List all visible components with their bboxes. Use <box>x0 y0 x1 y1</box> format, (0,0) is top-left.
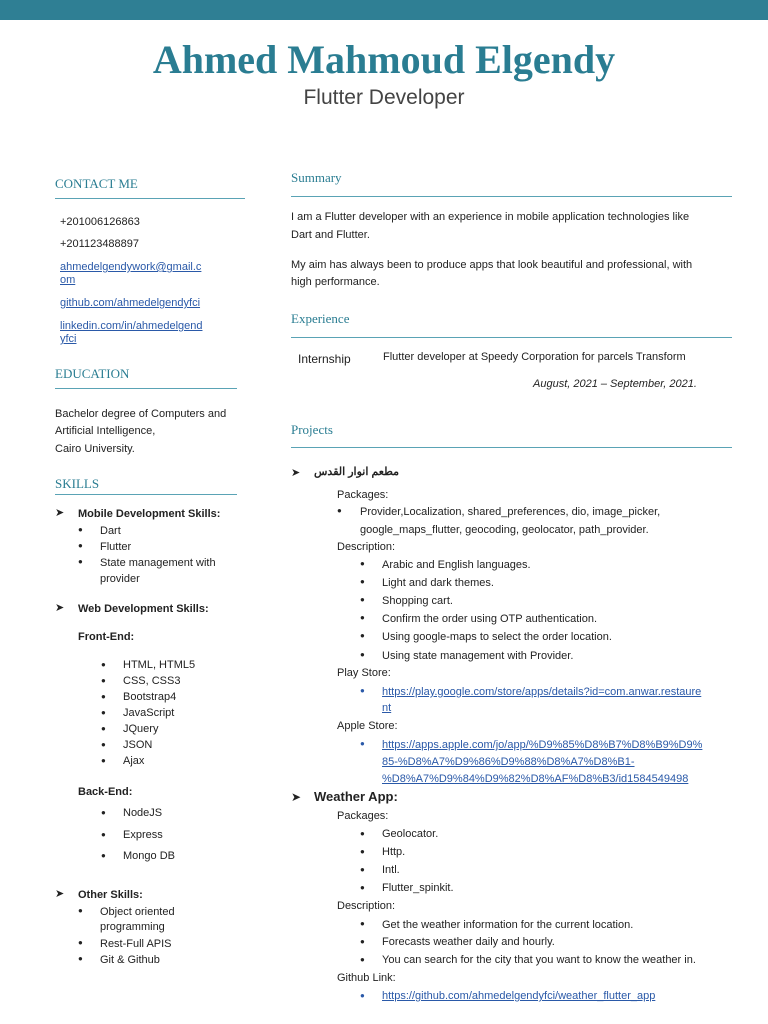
play-store-link-line1[interactable]: https://play.google.com/store/apps/details?id=com.anwar.restaure <box>382 686 702 698</box>
education-heading: EDUCATION <box>55 366 130 381</box>
bullet-icon: ● <box>360 937 365 946</box>
education-line1: Bachelor degree of Computers and <box>55 408 227 420</box>
bullet-icon: ● <box>360 847 365 856</box>
phone-1: +201006126863 <box>60 216 140 228</box>
bullet-icon: ● <box>101 660 106 669</box>
project-2-title: Weather App: <box>314 789 398 804</box>
apple-store-link-line2[interactable]: 85-%D8%A7%D9%86%D9%88%D8%A7%D8%B1- <box>382 756 635 768</box>
arrow-bullet-icon: ➤ <box>291 467 301 479</box>
bullet-icon: ● <box>101 830 106 839</box>
skills-heading: SKILLS <box>55 476 100 491</box>
experience-heading: Experience <box>291 311 350 326</box>
arrow-bullet-icon: ➤ <box>55 602 65 614</box>
bullet-icon: ● <box>360 595 365 604</box>
bullet-icon: ● <box>101 756 106 765</box>
other-skill-item-continued: programming <box>100 921 165 933</box>
web-skills-title: Web Development Skills: <box>78 603 209 615</box>
education-rule <box>55 388 237 389</box>
backend-title: Back-End: <box>78 786 133 798</box>
bullet-icon: ● <box>360 991 365 1000</box>
summary-p2-line1: My aim has always been to produce apps that look beautiful and professional, with <box>291 259 693 271</box>
bullet-icon: ● <box>360 613 365 622</box>
bullet-icon: ● <box>101 851 106 860</box>
github-link[interactable]: github.com/ahmedelgendyfci <box>60 297 201 309</box>
github-link-label: Github Link: <box>337 972 396 984</box>
arrow-bullet-icon: ➤ <box>55 888 65 900</box>
project-2-description-item: Forecasts weather daily and hourly. <box>382 936 555 948</box>
experience-rule <box>291 337 732 338</box>
project-2-description-item: Get the weather information for the current location. <box>382 919 634 931</box>
bullet-icon: ● <box>101 724 106 733</box>
project-1-description-item: Light and dark themes. <box>382 577 494 589</box>
summary-p1-line1: I am a Flutter developer with an experience in mobile application technologies like <box>291 211 690 223</box>
project-2-package-item: Http. <box>382 846 406 858</box>
apple-store-link-line3[interactable]: %D8%A7%D9%84%D9%82%D8%AF%D8%B3/id1584549498 <box>382 773 689 785</box>
education-line2: Artificial Intelligence, <box>55 425 156 437</box>
mobile-skill-item-continued: provider <box>100 573 140 585</box>
bullet-icon: ● <box>360 631 365 640</box>
project-1-description-item: Using google-maps to select the order location. <box>382 631 612 643</box>
bullet-icon: ● <box>78 557 83 566</box>
project-1-packages-line1: Provider,Localization, shared_preferences, dio, image_picker, <box>360 506 661 518</box>
bullet-icon: ● <box>360 919 365 928</box>
project-1-description-item: Confirm the order using OTP authentication. <box>382 613 598 625</box>
project-1-description-label: Description: <box>337 541 396 553</box>
education-line3: Cairo University. <box>55 443 135 455</box>
frontend-item: Bootstrap4 <box>123 691 177 703</box>
play-store-link-line2[interactable]: nt <box>382 702 392 714</box>
linkedin-link-line1[interactable]: linkedin.com/in/ahmedelgend <box>60 320 203 332</box>
project-1-packages-label: Packages: <box>337 489 389 501</box>
bullet-icon: ● <box>360 650 365 659</box>
frontend-item: HTML, HTML5 <box>123 659 196 671</box>
bullet-icon: ● <box>78 954 83 963</box>
summary-p2-line2: high performance. <box>291 276 380 288</box>
bullet-icon: ● <box>360 883 365 892</box>
skills-rule <box>55 494 237 495</box>
project-1-description-item: Using state management with Provider. <box>382 650 574 662</box>
bullet-icon: ● <box>360 865 365 874</box>
bullet-icon: ● <box>101 676 106 685</box>
summary-heading: Summary <box>291 170 342 185</box>
project-2-description-item: You can search for the city that you want to know the weather in. <box>382 954 696 966</box>
email-link-line2[interactable]: om <box>60 274 76 286</box>
apple-store-link-line1[interactable]: https://apps.apple.com/jo/app/%D9%85%D8%B7%D8%B9%D9% <box>382 739 703 751</box>
bullet-icon: ● <box>101 692 106 701</box>
experience-dates: August, 2021 – September, 2021. <box>533 378 697 390</box>
frontend-item: JSON <box>123 739 153 751</box>
play-store-label: Play Store: <box>337 667 391 679</box>
frontend-title: Front-End: <box>78 631 135 643</box>
mobile-skill-item: State management with <box>100 557 216 569</box>
bullet-icon: ● <box>101 740 106 749</box>
project-1-description-item: Arabic and English languages. <box>382 559 531 571</box>
linkedin-link-line2[interactable]: yfci <box>60 333 77 345</box>
backend-item: Mongo DB <box>123 850 175 862</box>
backend-item: NodeJS <box>123 807 163 819</box>
email-link-line1[interactable]: ahmedelgendywork@gmail.c <box>60 261 202 273</box>
backend-item: Express <box>123 829 163 841</box>
frontend-item: JQuery <box>123 723 159 735</box>
project-2-packages-label: Packages: <box>337 810 389 822</box>
experience-type: Internship <box>298 352 351 366</box>
mobile-skill-item: Dart <box>100 525 121 537</box>
frontend-item: JavaScript <box>123 707 175 719</box>
summary-rule <box>291 196 732 197</box>
apple-store-label: Apple Store: <box>337 720 398 732</box>
projects-rule <box>291 447 732 448</box>
bullet-icon: ● <box>78 938 83 947</box>
bullet-icon: ● <box>101 708 106 717</box>
project-2-package-item: Flutter_spinkit. <box>382 882 454 894</box>
mobile-skill-item: Flutter <box>100 541 132 553</box>
projects-heading: Projects <box>291 422 333 437</box>
bullet-icon: ● <box>337 506 342 515</box>
person-name: Ahmed Mahmoud Elgendy <box>152 37 616 82</box>
project-1-description-item: Shopping cart. <box>382 595 453 607</box>
bullet-icon: ● <box>101 808 106 817</box>
other-skill-item: Rest-Full APIS <box>100 938 172 950</box>
mobile-skills-title: Mobile Development Skills: <box>78 508 221 520</box>
bullet-icon: ● <box>78 541 83 550</box>
top-accent-bar <box>0 0 768 20</box>
bullet-icon: ● <box>78 906 83 915</box>
bullet-icon: ● <box>78 525 83 534</box>
contact-heading: CONTACT ME <box>55 176 138 191</box>
experience-description: Flutter developer at Speedy Corporation for parcels Transform <box>383 351 686 363</box>
bullet-icon: ● <box>360 829 365 838</box>
project-1-packages-line2: google_maps_flutter, geocoding, geolocator, path_provider. <box>360 524 649 536</box>
project-2-package-item: Intl. <box>382 864 400 876</box>
job-title: Flutter Developer <box>303 86 465 109</box>
phone-2: +201123488897 <box>60 238 140 250</box>
project-2-package-item: Geolocator. <box>382 828 439 840</box>
arrow-bullet-icon: ➤ <box>291 790 302 804</box>
contact-rule <box>55 198 245 199</box>
project-2-description-label: Description: <box>337 900 396 912</box>
bullet-icon: ● <box>360 577 365 586</box>
summary-p1-line2: Dart and Flutter. <box>291 229 370 241</box>
project-1-title: مطعم انوار القدس <box>314 466 399 478</box>
other-skill-item: Git & Github <box>100 954 160 966</box>
other-skills-title: Other Skills: <box>78 889 143 901</box>
bullet-icon: ● <box>360 739 365 748</box>
arrow-bullet-icon: ➤ <box>55 507 65 519</box>
weather-app-github-link[interactable]: https://github.com/ahmedelgendyfci/weather_flutter_app <box>382 990 656 1002</box>
bullet-icon: ● <box>360 955 365 964</box>
bullet-icon: ● <box>360 686 365 695</box>
frontend-item: Ajax <box>123 755 145 767</box>
bullet-icon: ● <box>360 559 365 568</box>
other-skill-item: Object oriented <box>100 906 175 918</box>
frontend-item: CSS, CSS3 <box>123 675 181 687</box>
